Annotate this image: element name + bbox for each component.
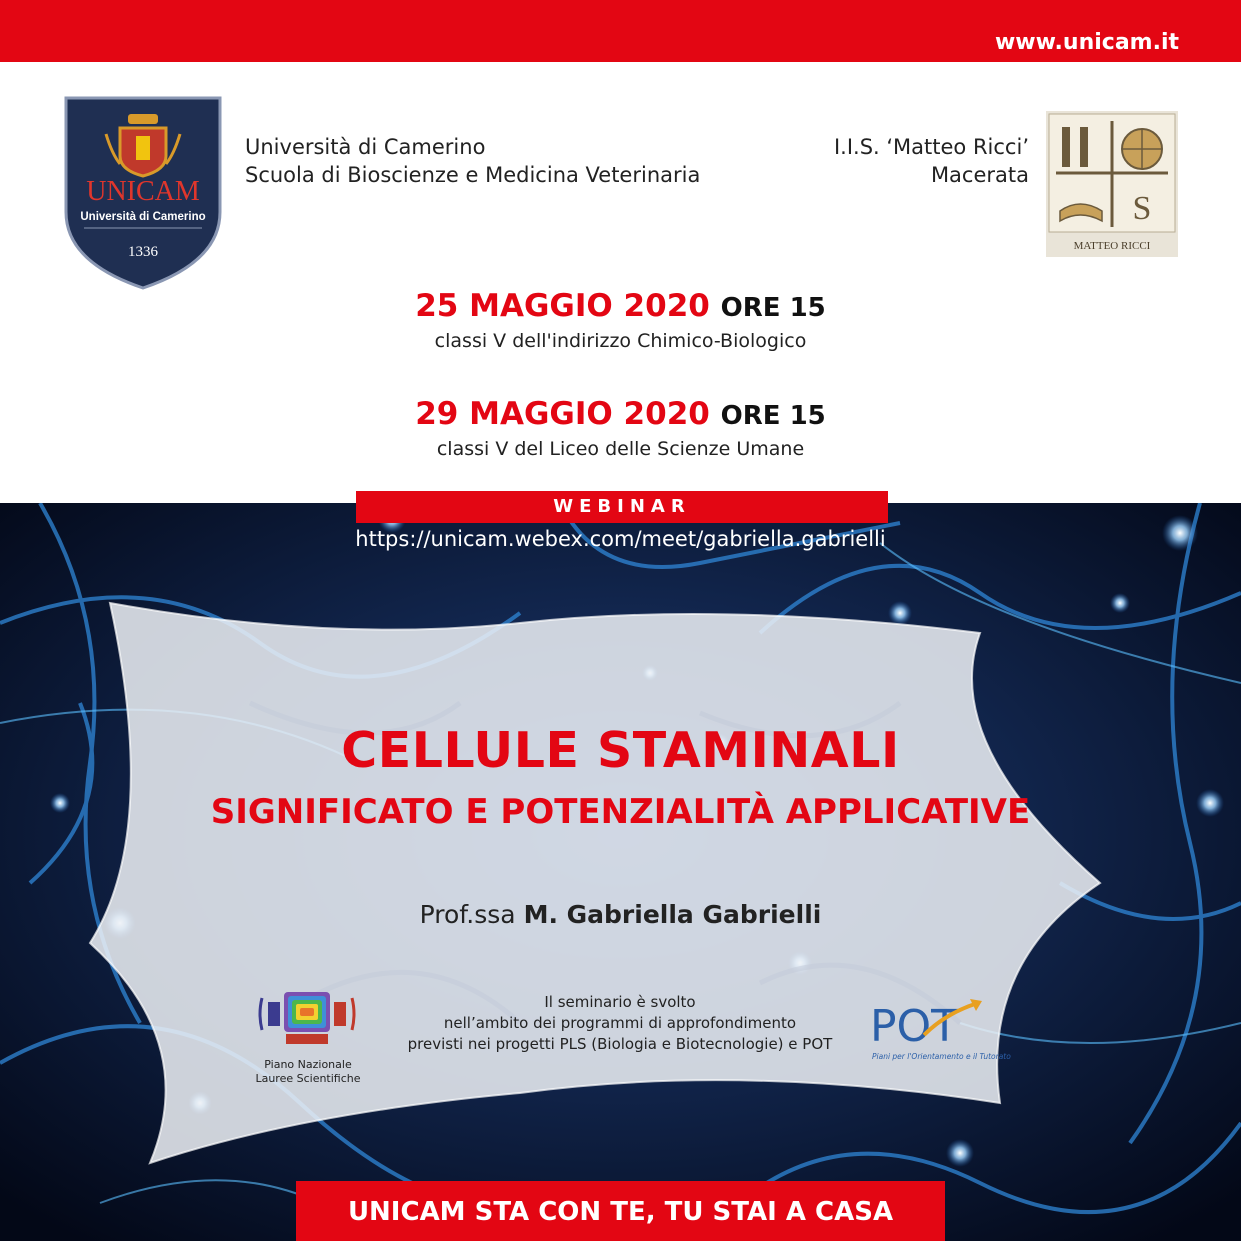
svg-text:S: S <box>1132 190 1152 227</box>
institute-name: I.I.S. ‘Matteo Ricci’ <box>833 135 1029 159</box>
rainbow-emblem-icon <box>260 992 354 1044</box>
neuron-background-image <box>0 503 1241 1241</box>
event-audience: classi V del Liceo delle Scienze Umane <box>436 438 805 460</box>
date-block-2 <box>0 396 1241 460</box>
matteo-ricci-logo <box>1046 111 1178 257</box>
pls-caption: Piano Nazionale Lauree Scientifiche <box>255 1058 361 1085</box>
unicam-shield-logo <box>62 94 224 292</box>
speaker <box>0 900 1241 929</box>
svg-text:UNICAM: UNICAM <box>86 176 200 207</box>
event-time: ORE 15 <box>720 293 826 323</box>
event-audience: classi V dell'indirizzo Chimico-Biologico <box>434 330 807 352</box>
organizer-right <box>834 133 1029 189</box>
speaker-prefix: Prof.ssa <box>419 900 516 929</box>
webinar-url-link[interactable]: https://unicam.webex.com/meet/gabriella.gabrielli <box>355 527 886 551</box>
institute-city: Macerata <box>930 163 1029 187</box>
event-time: ORE 15 <box>720 401 826 431</box>
pot-logo <box>866 995 1016 1067</box>
speaker-name: M. Gabriella Gabrielli <box>523 900 822 929</box>
date-block-1 <box>0 288 1241 352</box>
school-name: Scuola di Bioscienze e Medicina Veterinaria <box>245 163 701 187</box>
event-date: 29 MAGGIO 2020 <box>415 396 710 432</box>
footer-slogan: UNICAM STA CON TE, TU STAI A CASA <box>296 1181 945 1241</box>
seminar-note: Il seminario è svolto nell’ambito dei programmi di approfondimento previsti nei progetti PLS (Biologia e Biotecnologie) e POT <box>407 993 833 1053</box>
website-link[interactable]: www.unicam.it <box>994 30 1179 55</box>
webinar-label: WEBINAR <box>356 491 888 523</box>
svg-text:POT: POT <box>870 1001 959 1052</box>
university-name: Università di Camerino <box>245 135 486 159</box>
svg-text:1336: 1336 <box>128 244 158 260</box>
organizer-left <box>245 133 700 189</box>
svg-text:Università di Camerino: Università di Camerino <box>80 211 206 223</box>
svg-text:MATTEO RICCI: MATTEO RICCI <box>1073 240 1151 252</box>
main-title: CELLULE STAMINALI <box>341 722 900 779</box>
event-date: 25 MAGGIO 2020 <box>415 288 710 324</box>
pls-logo <box>258 978 356 1050</box>
svg-text:Piani per l'Orientamento e il: Piani per l'Orientamento e il Tutorato <box>872 1052 1011 1061</box>
subtitle: SIGNIFICATO E POTENZIALITÀ APPLICATIVE <box>210 792 1031 832</box>
